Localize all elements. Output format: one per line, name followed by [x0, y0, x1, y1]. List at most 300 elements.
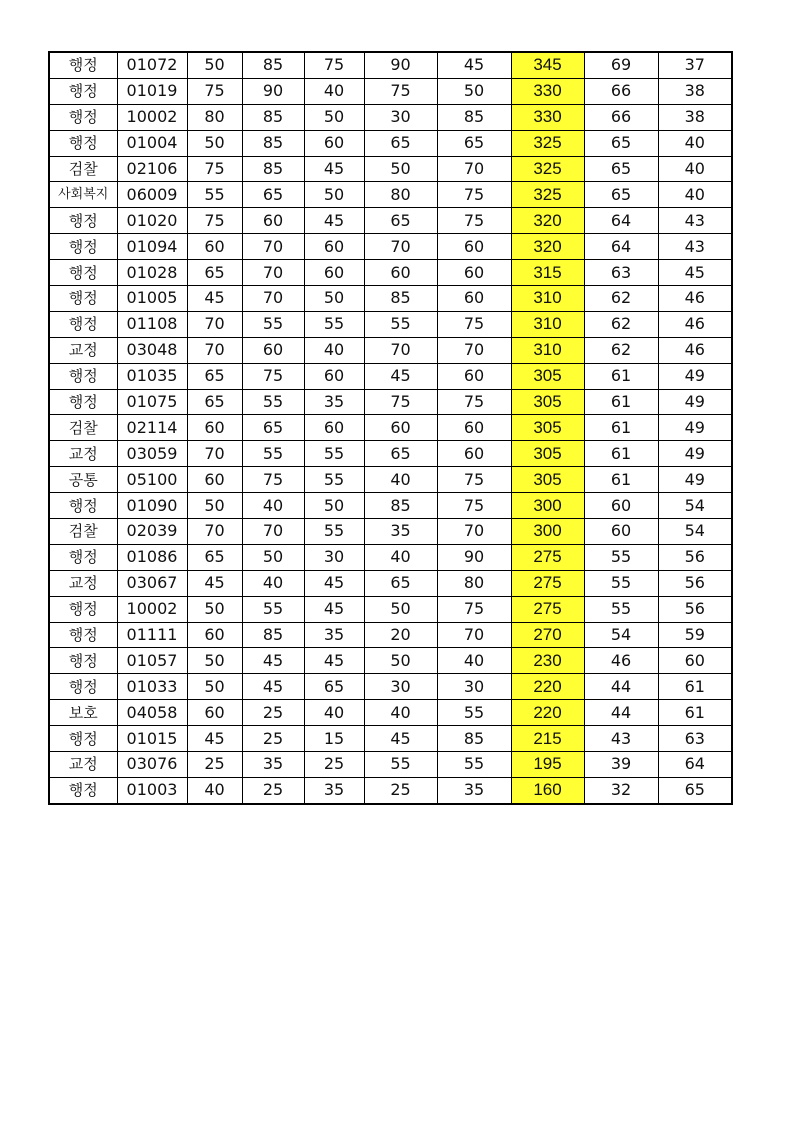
id-cell: 01033 — [117, 674, 187, 700]
total-cell: 345 — [511, 52, 584, 78]
score-5-cell: 70 — [437, 622, 511, 648]
score-5-cell: 55 — [437, 700, 511, 726]
score-1-cell: 55 — [187, 182, 242, 208]
score-2-cell: 75 — [242, 467, 304, 493]
table-row — [49, 52, 732, 78]
score-5-cell: 85 — [437, 726, 511, 752]
score-4-cell: 45 — [364, 726, 437, 752]
table-row — [49, 519, 732, 545]
table-row — [49, 752, 732, 778]
table-row — [49, 544, 732, 570]
table-row — [49, 208, 732, 234]
score-5-cell: 70 — [437, 519, 511, 545]
score-4-cell: 55 — [364, 311, 437, 337]
score-1-cell: 40 — [187, 777, 242, 803]
score-5-cell: 35 — [437, 777, 511, 803]
total-cell: 300 — [511, 493, 584, 519]
table-row — [49, 570, 732, 596]
score-4-cell: 55 — [364, 752, 437, 778]
score-3-cell: 60 — [304, 260, 364, 286]
score-2-cell: 85 — [242, 622, 304, 648]
score-3-cell: 25 — [304, 752, 364, 778]
score-2-cell: 25 — [242, 726, 304, 752]
id-cell: 04058 — [117, 700, 187, 726]
rank-cell: 61 — [658, 674, 732, 700]
score-1-cell: 70 — [187, 311, 242, 337]
score-3-cell: 55 — [304, 441, 364, 467]
score-3-cell: 45 — [304, 570, 364, 596]
rank-cell: 43 — [658, 234, 732, 260]
score-2-cell: 60 — [242, 337, 304, 363]
score-4-cell: 65 — [364, 130, 437, 156]
rank-cell: 59 — [658, 622, 732, 648]
table-row — [49, 311, 732, 337]
total-cell: 325 — [511, 130, 584, 156]
score-5-cell: 75 — [437, 467, 511, 493]
score-1-cell: 45 — [187, 570, 242, 596]
dept-cell: 행정 — [49, 286, 117, 312]
score-2-cell: 70 — [242, 286, 304, 312]
table-row — [49, 493, 732, 519]
score-5-cell: 70 — [437, 337, 511, 363]
dept-cell: 행정 — [49, 596, 117, 622]
score-5-cell: 75 — [437, 389, 511, 415]
dept-cell: 교정 — [49, 752, 117, 778]
dept-cell: 보호 — [49, 700, 117, 726]
score-5-cell: 90 — [437, 544, 511, 570]
average-cell: 61 — [584, 415, 658, 441]
id-cell: 03048 — [117, 337, 187, 363]
total-cell: 270 — [511, 622, 584, 648]
score-1-cell: 75 — [187, 156, 242, 182]
score-3-cell: 35 — [304, 622, 364, 648]
average-cell: 61 — [584, 441, 658, 467]
total-cell: 305 — [511, 415, 584, 441]
score-1-cell: 50 — [187, 648, 242, 674]
score-2-cell: 35 — [242, 752, 304, 778]
rank-cell: 45 — [658, 260, 732, 286]
score-2-cell: 65 — [242, 182, 304, 208]
score-1-cell: 50 — [187, 52, 242, 78]
dept-cell: 행정 — [49, 260, 117, 286]
rank-cell: 40 — [658, 156, 732, 182]
score-3-cell: 40 — [304, 337, 364, 363]
average-cell: 64 — [584, 234, 658, 260]
score-4-cell: 40 — [364, 467, 437, 493]
id-cell: 02114 — [117, 415, 187, 441]
total-cell: 330 — [511, 78, 584, 104]
table-row — [49, 104, 732, 130]
average-cell: 43 — [584, 726, 658, 752]
score-1-cell: 65 — [187, 544, 242, 570]
score-2-cell: 45 — [242, 648, 304, 674]
score-3-cell: 15 — [304, 726, 364, 752]
dept-cell: 행정 — [49, 777, 117, 803]
average-cell: 66 — [584, 104, 658, 130]
average-cell: 65 — [584, 130, 658, 156]
total-cell: 220 — [511, 700, 584, 726]
score-3-cell: 45 — [304, 208, 364, 234]
total-cell: 305 — [511, 467, 584, 493]
score-5-cell: 60 — [437, 286, 511, 312]
score-5-cell: 70 — [437, 156, 511, 182]
score-1-cell: 60 — [187, 700, 242, 726]
score-4-cell: 70 — [364, 337, 437, 363]
rank-cell: 61 — [658, 700, 732, 726]
score-3-cell: 55 — [304, 467, 364, 493]
table-row — [49, 441, 732, 467]
dept-cell: 교정 — [49, 570, 117, 596]
dept-cell: 행정 — [49, 363, 117, 389]
score-1-cell: 75 — [187, 208, 242, 234]
table-row — [49, 726, 732, 752]
total-cell: 325 — [511, 182, 584, 208]
score-2-cell: 70 — [242, 519, 304, 545]
score-3-cell: 45 — [304, 156, 364, 182]
score-1-cell: 65 — [187, 260, 242, 286]
score-3-cell: 50 — [304, 182, 364, 208]
score-5-cell: 65 — [437, 130, 511, 156]
average-cell: 60 — [584, 519, 658, 545]
score-3-cell: 60 — [304, 363, 364, 389]
score-1-cell: 65 — [187, 389, 242, 415]
rank-cell: 56 — [658, 570, 732, 596]
dept-cell: 행정 — [49, 52, 117, 78]
dept-cell: 행정 — [49, 389, 117, 415]
average-cell: 61 — [584, 467, 658, 493]
id-cell: 01094 — [117, 234, 187, 260]
total-cell: 275 — [511, 570, 584, 596]
total-cell: 275 — [511, 544, 584, 570]
average-cell: 66 — [584, 78, 658, 104]
dept-cell: 공통 — [49, 467, 117, 493]
dept-cell: 행정 — [49, 544, 117, 570]
score-3-cell: 35 — [304, 777, 364, 803]
rank-cell: 43 — [658, 208, 732, 234]
score-1-cell: 70 — [187, 337, 242, 363]
score-3-cell: 60 — [304, 130, 364, 156]
score-2-cell: 55 — [242, 596, 304, 622]
dept-cell: 행정 — [49, 311, 117, 337]
score-4-cell: 75 — [364, 78, 437, 104]
score-1-cell: 50 — [187, 596, 242, 622]
score-2-cell: 50 — [242, 544, 304, 570]
dept-cell: 행정 — [49, 648, 117, 674]
score-1-cell: 45 — [187, 726, 242, 752]
total-cell: 315 — [511, 260, 584, 286]
id-cell: 10002 — [117, 596, 187, 622]
score-4-cell: 35 — [364, 519, 437, 545]
table-row — [49, 156, 732, 182]
dept-cell: 검찰 — [49, 519, 117, 545]
score-5-cell: 75 — [437, 182, 511, 208]
id-cell: 01015 — [117, 726, 187, 752]
score-3-cell: 50 — [304, 104, 364, 130]
average-cell: 69 — [584, 52, 658, 78]
average-cell: 39 — [584, 752, 658, 778]
score-3-cell: 60 — [304, 234, 364, 260]
score-4-cell: 85 — [364, 286, 437, 312]
score-4-cell: 60 — [364, 260, 437, 286]
total-cell: 310 — [511, 286, 584, 312]
score-4-cell: 50 — [364, 596, 437, 622]
score-2-cell: 90 — [242, 78, 304, 104]
rank-cell: 49 — [658, 415, 732, 441]
score-1-cell: 60 — [187, 415, 242, 441]
total-cell: 300 — [511, 519, 584, 545]
score-1-cell: 60 — [187, 467, 242, 493]
average-cell: 44 — [584, 674, 658, 700]
score-2-cell: 70 — [242, 260, 304, 286]
score-4-cell: 45 — [364, 363, 437, 389]
score-4-cell: 85 — [364, 493, 437, 519]
id-cell: 06009 — [117, 182, 187, 208]
score-4-cell: 30 — [364, 104, 437, 130]
score-3-cell: 35 — [304, 389, 364, 415]
rank-cell: 63 — [658, 726, 732, 752]
id-cell: 01072 — [117, 52, 187, 78]
score-1-cell: 80 — [187, 104, 242, 130]
score-2-cell: 25 — [242, 700, 304, 726]
total-cell: 160 — [511, 777, 584, 803]
score-5-cell: 45 — [437, 52, 511, 78]
dept-cell: 검찰 — [49, 415, 117, 441]
score-1-cell: 50 — [187, 493, 242, 519]
table-row — [49, 648, 732, 674]
average-cell: 62 — [584, 286, 658, 312]
table-row — [49, 596, 732, 622]
table-row — [49, 777, 732, 803]
id-cell: 01057 — [117, 648, 187, 674]
score-4-cell: 80 — [364, 182, 437, 208]
score-2-cell: 45 — [242, 674, 304, 700]
score-4-cell: 65 — [364, 208, 437, 234]
rank-cell: 40 — [658, 182, 732, 208]
dept-cell: 교정 — [49, 337, 117, 363]
score-3-cell: 50 — [304, 493, 364, 519]
total-cell: 305 — [511, 363, 584, 389]
score-3-cell: 55 — [304, 519, 364, 545]
rank-cell: 60 — [658, 648, 732, 674]
total-cell: 195 — [511, 752, 584, 778]
score-4-cell: 25 — [364, 777, 437, 803]
total-cell: 215 — [511, 726, 584, 752]
score-5-cell: 40 — [437, 648, 511, 674]
score-2-cell: 60 — [242, 208, 304, 234]
table-row — [49, 415, 732, 441]
table-row — [49, 389, 732, 415]
id-cell: 01020 — [117, 208, 187, 234]
score-5-cell: 60 — [437, 363, 511, 389]
score-1-cell: 60 — [187, 622, 242, 648]
table-body — [49, 52, 732, 804]
dept-cell: 행정 — [49, 208, 117, 234]
id-cell: 01003 — [117, 777, 187, 803]
score-4-cell: 75 — [364, 389, 437, 415]
rank-cell: 56 — [658, 544, 732, 570]
average-cell: 55 — [584, 570, 658, 596]
dept-cell: 행정 — [49, 104, 117, 130]
total-cell: 320 — [511, 234, 584, 260]
id-cell: 10002 — [117, 104, 187, 130]
score-3-cell: 30 — [304, 544, 364, 570]
average-cell: 54 — [584, 622, 658, 648]
table-row — [49, 78, 732, 104]
score-3-cell: 55 — [304, 311, 364, 337]
score-5-cell: 75 — [437, 311, 511, 337]
dept-cell: 검찰 — [49, 156, 117, 182]
total-cell: 305 — [511, 441, 584, 467]
total-cell: 230 — [511, 648, 584, 674]
average-cell: 55 — [584, 596, 658, 622]
average-cell: 55 — [584, 544, 658, 570]
score-1-cell: 70 — [187, 519, 242, 545]
rank-cell: 49 — [658, 389, 732, 415]
average-cell: 46 — [584, 648, 658, 674]
average-cell: 64 — [584, 208, 658, 234]
table-row — [49, 234, 732, 260]
score-2-cell: 65 — [242, 415, 304, 441]
score-5-cell: 75 — [437, 208, 511, 234]
dept-cell: 행정 — [49, 674, 117, 700]
score-3-cell: 40 — [304, 78, 364, 104]
id-cell: 02106 — [117, 156, 187, 182]
score-2-cell: 85 — [242, 130, 304, 156]
rank-cell: 49 — [658, 467, 732, 493]
table-row — [49, 674, 732, 700]
rank-cell: 56 — [658, 596, 732, 622]
dept-cell: 행정 — [49, 726, 117, 752]
score-5-cell: 80 — [437, 570, 511, 596]
table-row — [49, 182, 732, 208]
rank-cell: 49 — [658, 441, 732, 467]
average-cell: 65 — [584, 182, 658, 208]
score-2-cell: 85 — [242, 104, 304, 130]
score-5-cell: 50 — [437, 78, 511, 104]
score-3-cell: 45 — [304, 596, 364, 622]
total-cell: 330 — [511, 104, 584, 130]
score-3-cell: 65 — [304, 674, 364, 700]
score-1-cell: 25 — [187, 752, 242, 778]
score-5-cell: 60 — [437, 260, 511, 286]
average-cell: 61 — [584, 363, 658, 389]
average-cell: 65 — [584, 156, 658, 182]
id-cell: 01035 — [117, 363, 187, 389]
id-cell: 01005 — [117, 286, 187, 312]
score-4-cell: 30 — [364, 674, 437, 700]
id-cell: 03059 — [117, 441, 187, 467]
score-2-cell: 85 — [242, 52, 304, 78]
score-5-cell: 75 — [437, 493, 511, 519]
score-2-cell: 40 — [242, 570, 304, 596]
rank-cell: 38 — [658, 104, 732, 130]
score-4-cell: 65 — [364, 570, 437, 596]
score-4-cell: 50 — [364, 648, 437, 674]
id-cell: 01019 — [117, 78, 187, 104]
id-cell: 03067 — [117, 570, 187, 596]
score-2-cell: 55 — [242, 311, 304, 337]
rank-cell: 64 — [658, 752, 732, 778]
id-cell: 01086 — [117, 544, 187, 570]
id-cell: 05100 — [117, 467, 187, 493]
score-2-cell: 85 — [242, 156, 304, 182]
rank-cell: 38 — [658, 78, 732, 104]
table-row — [49, 337, 732, 363]
average-cell: 44 — [584, 700, 658, 726]
score-4-cell: 40 — [364, 544, 437, 570]
average-cell: 62 — [584, 311, 658, 337]
dept-cell: 사회복지 — [49, 182, 117, 208]
score-2-cell: 25 — [242, 777, 304, 803]
table-row — [49, 622, 732, 648]
rank-cell: 46 — [658, 286, 732, 312]
average-cell: 32 — [584, 777, 658, 803]
score-4-cell: 60 — [364, 415, 437, 441]
dept-cell: 행정 — [49, 234, 117, 260]
id-cell: 01004 — [117, 130, 187, 156]
id-cell: 03076 — [117, 752, 187, 778]
average-cell: 63 — [584, 260, 658, 286]
id-cell: 01111 — [117, 622, 187, 648]
total-cell: 310 — [511, 337, 584, 363]
average-cell: 62 — [584, 337, 658, 363]
rank-cell: 54 — [658, 493, 732, 519]
table-row — [49, 286, 732, 312]
score-2-cell: 70 — [242, 234, 304, 260]
dept-cell: 교정 — [49, 441, 117, 467]
id-cell: 02039 — [117, 519, 187, 545]
dept-cell: 행정 — [49, 493, 117, 519]
score-5-cell: 85 — [437, 104, 511, 130]
score-5-cell: 75 — [437, 596, 511, 622]
score-4-cell: 50 — [364, 156, 437, 182]
id-cell: 01108 — [117, 311, 187, 337]
score-4-cell: 90 — [364, 52, 437, 78]
score-5-cell: 60 — [437, 415, 511, 441]
score-3-cell: 45 — [304, 648, 364, 674]
rank-cell: 37 — [658, 52, 732, 78]
total-cell: 305 — [511, 389, 584, 415]
score-1-cell: 70 — [187, 441, 242, 467]
total-cell: 325 — [511, 156, 584, 182]
score-2-cell: 40 — [242, 493, 304, 519]
rank-cell: 49 — [658, 363, 732, 389]
score-5-cell: 55 — [437, 752, 511, 778]
id-cell: 01090 — [117, 493, 187, 519]
table-row — [49, 467, 732, 493]
score-1-cell: 75 — [187, 78, 242, 104]
rank-cell: 65 — [658, 777, 732, 803]
score-2-cell: 55 — [242, 389, 304, 415]
id-cell: 01075 — [117, 389, 187, 415]
score-5-cell: 30 — [437, 674, 511, 700]
score-3-cell: 60 — [304, 415, 364, 441]
total-cell: 310 — [511, 311, 584, 337]
score-3-cell: 50 — [304, 286, 364, 312]
score-3-cell: 75 — [304, 52, 364, 78]
table-row — [49, 363, 732, 389]
score-4-cell: 40 — [364, 700, 437, 726]
score-5-cell: 60 — [437, 234, 511, 260]
score-3-cell: 40 — [304, 700, 364, 726]
score-5-cell: 60 — [437, 441, 511, 467]
score-2-cell: 75 — [242, 363, 304, 389]
total-cell: 220 — [511, 674, 584, 700]
dept-cell: 행정 — [49, 622, 117, 648]
score-1-cell: 45 — [187, 286, 242, 312]
score-1-cell: 60 — [187, 234, 242, 260]
score-1-cell: 65 — [187, 363, 242, 389]
